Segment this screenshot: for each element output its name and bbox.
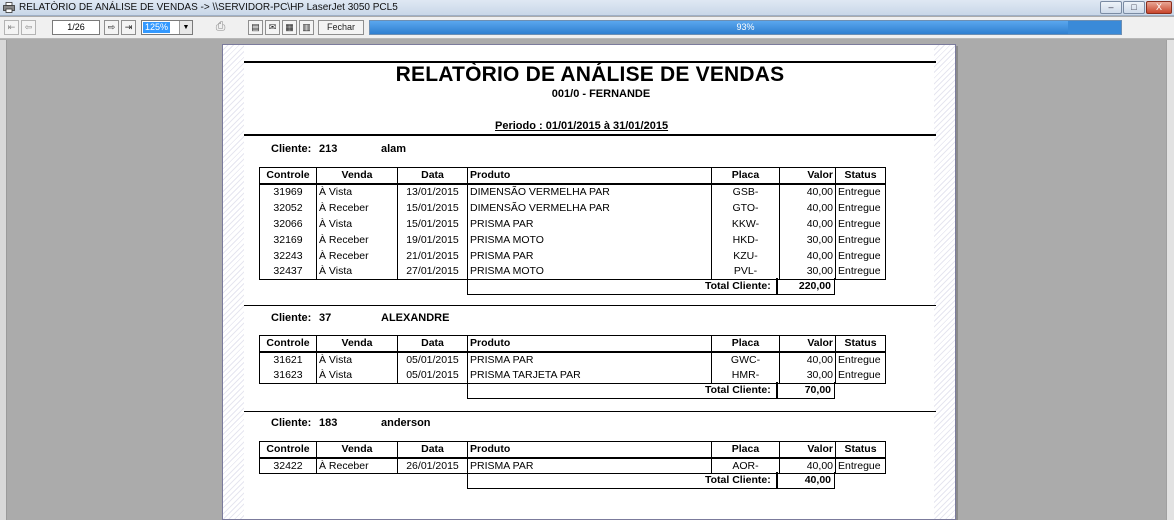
progress-text: 93% — [736, 22, 755, 32]
table-row: 32243 À Receber 21/01/2015 PRISMA PAR KZU- 40,00 Entregue — [260, 248, 886, 264]
first-page-icon: ⇤ — [7, 22, 16, 32]
minimize-button[interactable]: – — [1100, 1, 1122, 14]
prev-page-icon: ⇦ — [24, 22, 33, 32]
col-data: Data — [398, 336, 468, 352]
zoom-select[interactable] — [141, 20, 193, 35]
chevron-down-icon[interactable]: ▼ — [179, 21, 192, 34]
page-setup-icon: ▥ — [302, 22, 311, 32]
sales-table — [259, 441, 886, 474]
sales-table — [259, 335, 886, 384]
vertical-scrollbar[interactable] — [1166, 40, 1174, 520]
total-label: Total Cliente: — [705, 384, 771, 396]
table-row: 31621 À Vista 05/01/2015 PRISMA PAR GWC- 40,00 Entregue — [260, 352, 886, 368]
export-icon: ▦ — [285, 22, 294, 32]
col-status: Status — [836, 442, 886, 458]
print-button[interactable] — [212, 20, 229, 35]
client-name: ALEXANDRE — [381, 312, 450, 324]
table-row: 32169 À Receber 19/01/2015 PRISMA MOTO HKD- 30,00 Entregue — [260, 232, 886, 248]
col-placa: Placa — [712, 168, 780, 184]
col-status: Status — [836, 168, 886, 184]
page-margin-left — [223, 45, 244, 519]
client-code: 183 — [319, 417, 338, 429]
col-controle: Controle — [260, 336, 317, 352]
zoom-value: 125% — [145, 22, 169, 32]
maximize-button[interactable]: □ — [1123, 1, 1145, 14]
last-page-button[interactable] — [121, 20, 136, 35]
col-venda: Venda — [317, 168, 398, 184]
next-page-button[interactable] — [104, 20, 119, 35]
col-data: Data — [398, 168, 468, 184]
page-number-input[interactable]: 1/26 — [52, 20, 100, 35]
section-divider — [244, 305, 936, 306]
report-title: RELATÒRIO DE ANÁLISE DE VENDAS — [395, 63, 785, 86]
client-code: 37 — [319, 312, 332, 324]
client-label: Cliente: — [271, 143, 312, 155]
email-button[interactable] — [265, 20, 280, 35]
sales-table — [259, 167, 886, 280]
table-row: 31969 À Vista 13/01/2015 DIMENSÃO VERMELHA PAR GSB- 40,00 Entregue — [260, 184, 886, 200]
table-header-row — [260, 336, 886, 352]
total-label: Total Cliente: — [705, 474, 771, 486]
table-row: 31623 À Vista 05/01/2015 PRISMA TARJETA PAR HMR- 30,00 Entregue — [260, 368, 886, 384]
window-title: RELATÒRIO DE ANÁLISE DE VENDAS -> \\SERVIDOR-PC\HP LaserJet 3050 PCL5 — [19, 2, 398, 13]
progress-bar — [369, 20, 1122, 35]
table-row: 32437 À Vista 27/01/2015 PRISMA MOTO PVL- 30,00 Entregue — [260, 264, 886, 280]
mail-icon: ✉ — [268, 22, 277, 32]
client-name: alam — [381, 143, 407, 155]
close-preview-button[interactable]: Fechar — [318, 20, 364, 35]
table-row: 32052 À Receber 15/01/2015 DIMENSÃO VERMELHA PAR GTO- 40,00 Entregue — [260, 200, 886, 216]
client-total: 220,00 — [798, 280, 831, 292]
page-margin-right — [934, 45, 955, 519]
table-row: 32066 À Vista 15/01/2015 PRISMA PAR KKW- 40,00 Entregue — [260, 216, 886, 232]
col-status: Status — [836, 336, 886, 352]
col-valor: Valor — [780, 442, 836, 458]
col-valor: Valor — [780, 168, 836, 184]
col-venda: Venda — [317, 336, 398, 352]
window-title-bar — [0, 0, 1174, 16]
client-name: anderson — [381, 417, 431, 429]
printer-icon — [3, 2, 15, 13]
col-produto: Produto — [468, 442, 712, 458]
total-label: Total Cliente: — [705, 280, 771, 292]
table-row: 32422 À Receber 26/01/2015 PRISMA PAR AOR- 40,00 Entregue — [260, 458, 886, 474]
page-setup-button[interactable] — [299, 20, 314, 35]
report-period: Periodo : 01/01/2015 à 31/01/2015 — [495, 120, 669, 132]
export-button[interactable] — [282, 20, 297, 35]
col-placa: Placa — [712, 336, 780, 352]
report-page — [222, 44, 956, 520]
save-icon: ▤ — [251, 22, 260, 32]
next-page-icon: ⇨ — [107, 22, 116, 32]
section-divider — [244, 411, 936, 412]
client-label: Cliente: — [271, 312, 312, 324]
last-page-icon: ⇥ — [124, 22, 133, 32]
first-page-button[interactable] — [4, 20, 19, 35]
col-controle: Controle — [260, 442, 317, 458]
col-produto: Produto — [468, 336, 712, 352]
preview-toolbar — [0, 17, 1174, 39]
col-venda: Venda — [317, 442, 398, 458]
report-seller: 001/0 - FERNANDE — [551, 88, 651, 100]
close-window-button[interactable]: X — [1146, 1, 1172, 14]
table-header-row — [260, 442, 886, 458]
col-valor: Valor — [780, 336, 836, 352]
client-total: 40,00 — [804, 474, 831, 486]
col-controle: Controle — [260, 168, 317, 184]
left-margin-strip — [0, 40, 7, 520]
header-bottom-rule — [244, 134, 936, 136]
prev-page-button[interactable] — [21, 20, 36, 35]
table-header-row — [260, 168, 886, 184]
print-icon: ⎙ — [215, 19, 226, 33]
col-placa: Placa — [712, 442, 780, 458]
save-button[interactable] — [248, 20, 263, 35]
client-code: 213 — [319, 143, 338, 155]
client-label: Cliente: — [271, 417, 312, 429]
col-data: Data — [398, 442, 468, 458]
client-total: 70,00 — [804, 384, 831, 396]
col-produto: Produto — [468, 168, 712, 184]
